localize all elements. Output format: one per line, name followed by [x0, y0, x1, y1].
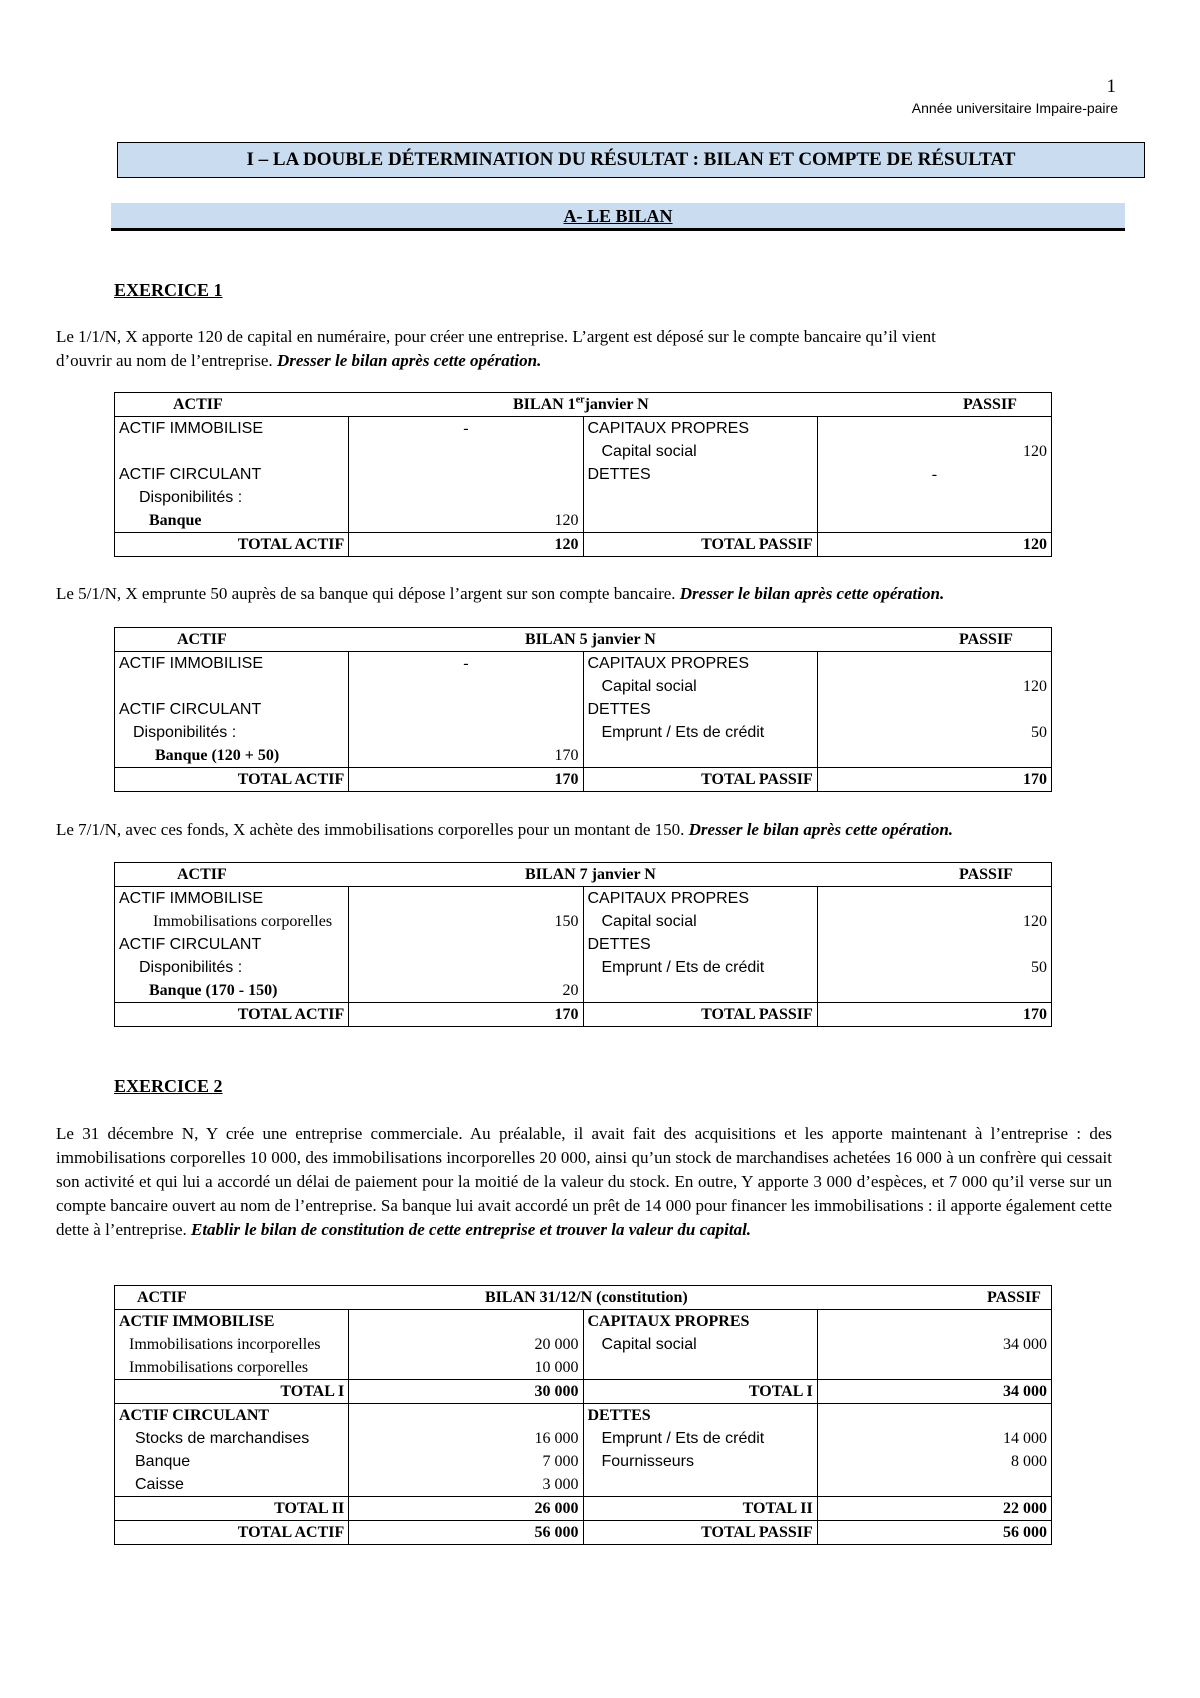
- table-header: [115, 1286, 1052, 1310]
- passif-header: PASSIF: [963, 396, 1017, 413]
- exercise-2-heading: EXERCICE 2: [114, 1076, 223, 1096]
- bilan-title: BILAN 7 janvier N: [525, 866, 656, 883]
- intro-line-2: [56, 349, 1112, 373]
- exercise-1-para-3: Le 7/1/N, avec ces fonds, X achète des immobilisations corporelles pour un montant de 150. Dresser le bilan après cette opération.: [56, 820, 954, 839]
- table-row: Caisse 3 000: [115, 1473, 1052, 1497]
- table-row: Immobilisations corporelles 10 000: [115, 1356, 1052, 1380]
- table-row: Disponibilités : Emprunt / Ets de crédit 50: [115, 956, 1052, 979]
- table-row: Capital social 120: [115, 440, 1052, 463]
- academic-year-label: Année universitaire Impaire-paire: [911, 100, 1118, 116]
- table-row: Banque (170 - 150) 20: [115, 979, 1052, 1003]
- table-row: ACTIF CIRCULANT DETTES: [115, 698, 1052, 721]
- passif-header: PASSIF: [987, 1289, 1041, 1306]
- instruction-text: Dresser le bilan après cette opération.: [276, 351, 542, 370]
- table-row: ACTIF IMMOBILISE CAPITAUX PROPRES: [115, 1310, 1052, 1334]
- instruction-text: Etablir le bilan de constitution de cette entreprise et trouver la valeur du capital.: [191, 1220, 752, 1239]
- table-row: ACTIF IMMOBILISE - CAPITAUX PROPRES: [115, 652, 1052, 676]
- instruction-text: Dresser le bilan après cette opération.: [679, 584, 945, 603]
- table-row: ACTIF CIRCULANT DETTES: [115, 1404, 1052, 1428]
- section-title: [111, 203, 1125, 231]
- table-row: Disponibilités :: [115, 486, 1052, 509]
- total-row: TOTAL ACTIF 170 TOTAL PASSIF 170: [115, 768, 1052, 792]
- exercise-1-intro: [56, 325, 1112, 373]
- page-number: 1: [1106, 76, 1116, 97]
- exercise-1-para-2: Le 5/1/N, X emprunte 50 auprès de sa banque qui dépose l’argent sur son compte bancaire. Dresser le bilan après cette opération.: [56, 584, 945, 603]
- table-row: ACTIF IMMOBILISE - CAPITAUX PROPRES: [115, 417, 1052, 441]
- table-row: ACTIF IMMOBILISE CAPITAUX PROPRES: [115, 887, 1052, 911]
- table-header-row: [115, 628, 1052, 652]
- actif-header: ACTIF: [177, 866, 227, 883]
- table-row: ACTIF CIRCULANT DETTES -: [115, 463, 1052, 486]
- table-row: Banque 7 000 Fournisseurs 8 000: [115, 1450, 1052, 1473]
- bilan-table-3: [114, 862, 1052, 1027]
- table-row: Immobilisations incorporelles 20 000 Capital social 34 000: [115, 1333, 1052, 1356]
- table-row: ACTIF CIRCULANT DETTES: [115, 933, 1052, 956]
- table-row: Capital social 120: [115, 675, 1052, 698]
- table-header: [115, 393, 1052, 417]
- table-row: Immobilisations corporelles 150 Capital social 120: [115, 910, 1052, 933]
- table-row: Banque 120: [115, 509, 1052, 533]
- actif-header: ACTIF: [177, 631, 227, 648]
- passif-header: PASSIF: [959, 631, 1013, 648]
- chapter-title: I – LA DOUBLE DÉTERMINATION DU RÉSULTAT : BILAN ET COMPTE DE RÉSULTAT: [117, 142, 1145, 178]
- bilan-title: BILAN 1erjanvier N: [513, 394, 649, 413]
- table-row: Disponibilités : Emprunt / Ets de crédit 50: [115, 721, 1052, 744]
- instruction-text: Dresser le bilan après cette opération.: [688, 820, 954, 839]
- intro-line-1: Le 1/1/N, X apporte 120 de capital en numéraire, pour créer une entreprise. L’argent est déposé sur le compte bancaire qu’il vient: [56, 327, 936, 346]
- total-row: TOTAL ACTIF 120 TOTAL PASSIF 120: [115, 533, 1052, 557]
- total-row: TOTAL ACTIF 170 TOTAL PASSIF 170: [115, 1003, 1052, 1027]
- bilan-table-1: [114, 392, 1052, 557]
- table-header-row: [115, 863, 1052, 887]
- table-row: Banque (120 + 50) 170: [115, 744, 1052, 768]
- subtotal-row: TOTAL II 26 000 TOTAL II 22 000: [115, 1497, 1052, 1521]
- table-header: [115, 628, 1052, 652]
- bilan-title: BILAN 5 janvier N: [525, 631, 656, 648]
- bilan-table-2: [114, 627, 1052, 792]
- table-row: Stocks de marchandises 16 000 Emprunt / Ets de crédit 14 000: [115, 1427, 1052, 1450]
- passif-header: PASSIF: [959, 866, 1013, 883]
- exercise-2-text: Le 31 décembre N, Y crée une entreprise commerciale. Au préalable, il avait fait des acquisitions et les apporte maintenant à l’entreprise : des immobilisations corporelles 10 000, des immobilisations incorporelles 20 000, ainsi qu’un stock de marchandises achetées 16 000 à un confrère qui cessait son activité et qui lui a accordé un délai de paiement pour la moitié de la valeur du stock. En outre, Y apporte 3 000 d’espèces, et 7 000 qu’il verse sur un compte bancaire ouvert au nom de l’entreprise. Sa banque lui avait accordé un prêt de 14 000 pour financer les immobilisations : il apporte également cette dette à l’entreprise. Etablir le bilan de constitution de cette entreprise et trouver la valeur du capital.: [56, 1124, 1112, 1239]
- bilan-title: BILAN 31/12/N (constitution): [485, 1289, 688, 1306]
- intro-line-2-text: d’ouvrir au nom de l’entreprise.: [56, 351, 277, 370]
- exercise-1-heading: EXERCICE 1: [114, 280, 223, 300]
- bilan-table-4: [114, 1285, 1052, 1545]
- subtotal-row: TOTAL I 30 000 TOTAL I 34 000: [115, 1380, 1052, 1404]
- table-header-row: [115, 393, 1052, 417]
- total-row: TOTAL ACTIF 56 000 TOTAL PASSIF 56 000: [115, 1521, 1052, 1545]
- table-header-row: [115, 1286, 1052, 1310]
- table-header: [115, 863, 1052, 887]
- section-title-text: A- LE BILAN: [563, 206, 673, 226]
- actif-header: ACTIF: [173, 396, 223, 413]
- actif-header: ACTIF: [137, 1289, 187, 1306]
